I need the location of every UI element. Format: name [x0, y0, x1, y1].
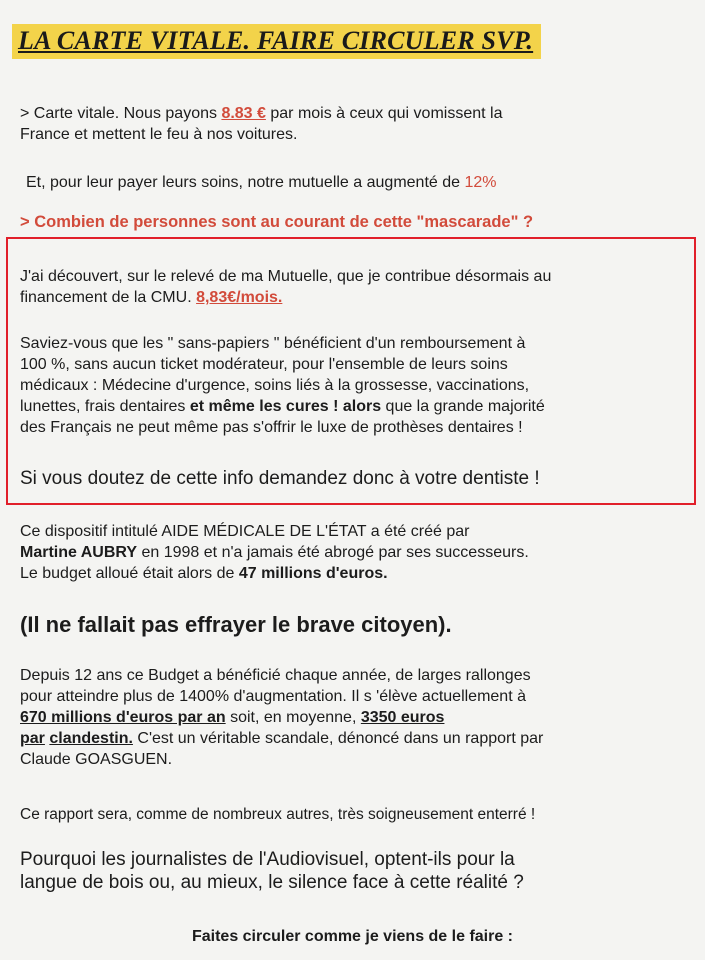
box-p2-line1: Saviez-vous que les " sans-papiers " bénéficient d'un remboursement à	[20, 335, 526, 352]
title-highlight	[12, 24, 541, 59]
paragraph-rapport: Ce rapport sera, comme de nombreux autres, très soigneusement enterré !	[20, 806, 536, 823]
heading-citoyen: (Il ne fallait pas effrayer le brave citoyen).	[20, 612, 452, 637]
paragraph-journalistes	[20, 848, 524, 894]
para6-line2: langue de bois ou, au mieux, le silence face à cette réalité ?	[20, 872, 524, 893]
amount-8-83: 8.83 €	[221, 105, 266, 122]
box-p2-line4: lunettes, frais dentaires	[20, 398, 190, 415]
para3-line3: Le budget alloué était alors de	[20, 565, 239, 582]
box-paragraph-1	[20, 266, 692, 308]
para4-line2: pour atteindre plus de 1400% d'augmentation. Il s 'élève actuellement à	[20, 688, 526, 705]
amount-670-millions: 670 millions d'euros par an	[20, 709, 226, 726]
para3-line1: Ce dispositif intitulé AIDE MÉDICALE DE L'ÉTAT a été créé par	[20, 523, 470, 540]
par-word: par	[20, 730, 45, 747]
box-line2: financement de la CMU.	[20, 289, 197, 306]
name-martine-aubry: Martine AUBRY	[20, 544, 138, 561]
para4-line4: C'est un véritable scandale, dénoncé dans un rapport par	[132, 730, 544, 747]
box-p2-line3: médicaux : Médecine d'urgence, soins liés à la grossesse, vaccinations,	[20, 377, 530, 394]
box-paragraph-2	[20, 333, 692, 438]
para1-text-end: par mois à ceux qui vomissent la	[265, 105, 503, 122]
paragraph-aide-medicale	[20, 521, 700, 584]
para3-line2: en 1998 et n'a jamais été abrogé par ses successeurs.	[137, 544, 529, 561]
question-line: > Combien de personnes sont au courant de cette "mascarade" ?	[20, 213, 534, 231]
paragraph-budget	[20, 665, 700, 770]
footer-call: Faites circuler comme je viens de le faire :	[191, 928, 514, 945]
clandestin-word: clandestin.	[49, 730, 133, 747]
para1-line2: France et mettent le feu à nos voitures.	[20, 126, 298, 143]
para6-line1: Pourquoi les journalistes de l'Audiovisuel, optent-ils pour la	[20, 849, 515, 870]
percent-12: 12%	[464, 174, 497, 191]
amount-8-83-mois: 8,83€/mois.	[196, 289, 283, 306]
box-p2-line4-end: que la grande majorité	[381, 398, 545, 415]
para4-line3: soit, en moyenne,	[225, 709, 361, 726]
paragraph-carte-vitale	[20, 103, 690, 145]
box-p2-line5: des Français ne peut même pas s'offrir le luxe de prothèses dentaires !	[20, 419, 523, 436]
para1-text: > Carte vitale. Nous payons	[20, 105, 222, 122]
box-p2-line2: 100 %, sans aucun ticket modérateur, pour l'ensemble de leurs soins	[20, 356, 508, 373]
para4-line5: Claude GOASGUEN.	[20, 751, 173, 768]
document-title: LA CARTE VITALE. FAIRE CIRCULER SVP.	[12, 24, 541, 59]
amount-3350-euros: 3350 euros	[360, 709, 445, 726]
para4-line1: Depuis 12 ans ce Budget a bénéficié chaque année, de larges rallonges	[20, 667, 531, 684]
para2-text: Et, pour leur payer leurs soins, notre mutuelle a augmenté de	[26, 174, 465, 191]
paragraph-mutuelle	[26, 172, 497, 193]
budget-47-millions: 47 millions d'euros.	[238, 565, 388, 582]
doubt-line: Si vous doutez de cette info demandez donc à votre dentiste !	[20, 468, 540, 489]
box-p2-bold: et même les cures ! alors	[189, 398, 382, 415]
box-line1: J'ai découvert, sur le relevé de ma Mutuelle, que je contribue désormais au	[20, 268, 552, 285]
